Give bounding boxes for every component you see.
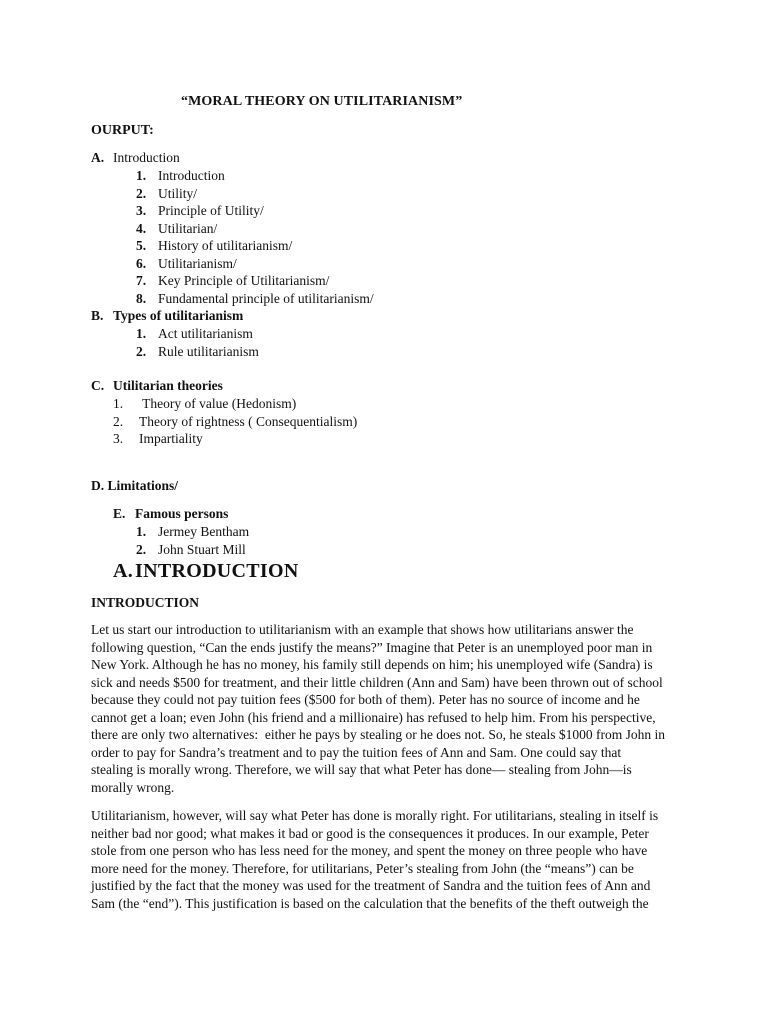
paragraph-line: morally wrong. (91, 779, 175, 795)
section-c-letter: C. (91, 378, 105, 393)
item-label: Key Principle of Utilitarianism/ (158, 273, 330, 288)
item-number: 8. (136, 290, 147, 306)
item-label: Act utilitarianism (158, 326, 253, 341)
paragraph-line: cannot get a loan; even John (his friend and a millionaire) has refused to help him. From his perspective, (91, 709, 656, 725)
item-number: 1. (113, 396, 124, 411)
item-label: Introduction (158, 168, 225, 183)
section-a-list (136, 167, 374, 307)
paragraph-line: stole from one person who has less need for the money, and spent the money on three people who have (91, 843, 648, 858)
list-item (113, 413, 357, 431)
paragraph-line: New York. Although he has no money, his family still depends on him; his unemployed wife (Sandra) is (91, 657, 653, 672)
outline-heading: OURPUT: (91, 123, 154, 138)
paragraph-line: more need for the money. Therefore, for utilitarians, Peter’s stealing from John (the “means”) can be (91, 860, 634, 876)
item-number: 1. (136, 524, 147, 539)
item-number: 7. (136, 273, 147, 288)
introduction-heading-letter: A. (113, 560, 134, 582)
paragraph-line: neither bad nor good; what makes it bad or good is the consequences it produces. In our example, Peter (91, 825, 649, 841)
section-e-letter: E. (113, 506, 126, 521)
list-item (136, 237, 374, 255)
paragraph-1 (91, 621, 671, 796)
list-item (113, 430, 357, 448)
list-item (136, 325, 259, 343)
item-number: 6. (136, 255, 147, 271)
item-number: 2. (113, 413, 124, 429)
list-item (136, 202, 374, 220)
item-number: 2. (136, 541, 147, 557)
item-number: 2. (136, 185, 147, 201)
list-item (113, 395, 357, 413)
section-b-heading (91, 307, 243, 325)
section-d-title: D. Limitations/ (91, 478, 179, 493)
list-item (136, 290, 374, 308)
paragraph-line: following question, “Can the ends justify the means?” Imagine that Peter is an unemployed poor man in (91, 639, 653, 655)
item-label: Utilitarian/ (158, 220, 218, 236)
section-b-letter: B. (91, 308, 104, 323)
item-label: Theory of value (Hedonism) (139, 396, 297, 411)
paragraph-line: Sam (the “end”). This justification is based on the calculation that the benefits of the theft outweigh the (91, 895, 649, 911)
section-b-title: Types of utilitarianism (113, 308, 244, 323)
section-a-title: Introduction (113, 150, 180, 165)
list-item (136, 185, 374, 203)
document-title: “MORAL THEORY ON UTILITARIANISM” (181, 94, 463, 109)
item-label: Impartiality (139, 431, 203, 446)
item-label: Theory of rightness ( Consequentialism) (139, 413, 358, 429)
paragraph-line: stealing is morally wrong. Therefore, we will say that what Peter has done— stealing from John—is (91, 762, 632, 777)
item-label: Principle of Utility/ (158, 203, 264, 218)
section-a-letter: A. (91, 150, 105, 165)
item-number: 3. (113, 431, 124, 446)
introduction-heading-text: INTRODUCTION (135, 560, 299, 582)
list-item (136, 541, 249, 559)
item-number: 5. (136, 238, 147, 253)
item-number: 1. (136, 326, 147, 341)
paragraph-2 (91, 807, 671, 912)
section-c-list (113, 395, 357, 448)
item-label: Jermey Bentham (158, 524, 250, 539)
item-number: 1. (136, 168, 147, 183)
item-label: Utility/ (158, 185, 198, 201)
list-item (136, 220, 374, 238)
section-c-heading (91, 377, 223, 395)
item-number: 2. (136, 343, 147, 359)
list-item (136, 523, 249, 541)
paragraph-line: sick and needs $500 for treatment, and their little children (Ann and Sam) have been thrown out of school (91, 674, 663, 690)
list-item (136, 272, 374, 290)
item-label: Utilitarianism/ (158, 255, 237, 271)
list-item (136, 343, 259, 361)
paragraph-line: there are only two alternatives: either he pays by stealing or he does not. So, he steals $1000 from John in (91, 727, 665, 742)
paragraph-line: Utilitarianism, however, will say what Peter has done is morally right. For utilitarians, stealing in itself is (91, 808, 659, 823)
section-a-heading (91, 149, 180, 167)
introduction-heading (113, 559, 299, 583)
section-c-title: Utilitarian theories (113, 378, 223, 393)
section-e-list (136, 523, 249, 558)
section-e-heading (113, 505, 228, 523)
introduction-subheading: INTRODUCTION (91, 595, 200, 610)
list-item (136, 255, 374, 273)
item-label: Fundamental principle of utilitarianism/ (158, 290, 374, 306)
section-e-title: Famous persons (135, 506, 229, 521)
item-label: History of utilitarianism/ (158, 238, 293, 253)
paragraph-line: order to pay for Sandra’s treatment and to pay the tuition fees of Ann and Sam. One could say that (91, 744, 622, 760)
section-b-list (136, 325, 259, 360)
item-number: 3. (136, 203, 147, 218)
paragraph-line: Let us start our introduction to utilitarianism with an example that shows how utilitarians answer the (91, 622, 634, 637)
item-number: 4. (136, 220, 147, 236)
item-label: John Stuart Mill (158, 541, 246, 557)
paragraph-line: because they could not pay tuition fees ($500 for both of them). Peter has no source of income and he (91, 692, 640, 707)
section-d-heading (91, 477, 178, 495)
list-item (136, 167, 374, 185)
paragraph-line: justified by the fact that the money was used for the treatment of Sandra and the tuition fees of Ann and (91, 878, 651, 893)
item-label: Rule utilitarianism (158, 343, 259, 359)
